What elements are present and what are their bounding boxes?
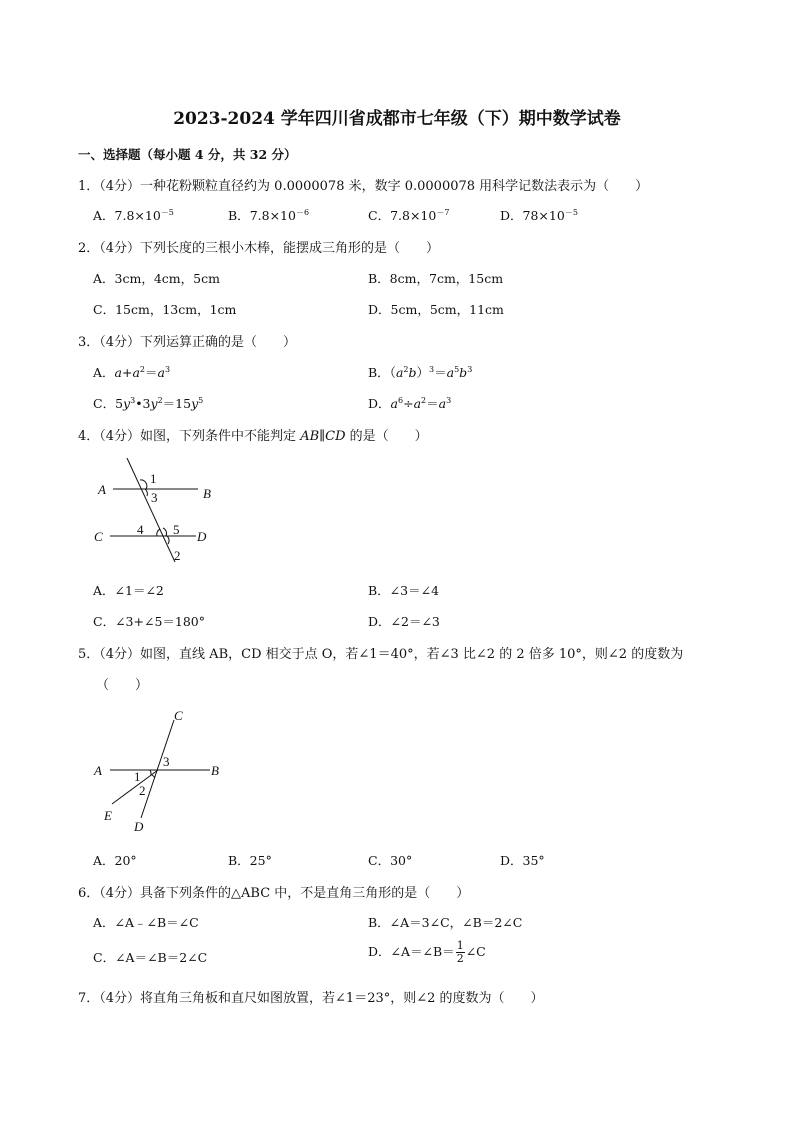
q1-option-b[interactable]: B．$7.8\times 10^{-6}$ bbox=[228, 208, 310, 223]
q2-option-b[interactable]: B．8cm，7cm，15cm bbox=[368, 271, 504, 286]
question-5-stem: 5．（4分）如图，直线 AB，CD 相交于点 O，若∠1＝40°，若∠3 比∠2 的 2 倍多 10°，则∠2 的度数为 bbox=[78, 647, 684, 662]
q6-option-c[interactable]: C．∠A＝∠B＝2∠C bbox=[93, 950, 208, 965]
q6-option-d[interactable]: D．∠A＝∠B＝ $\frac{1}{2}$ ∠C bbox=[368, 939, 486, 965]
label-d: D bbox=[197, 529, 207, 544]
label-b: B bbox=[211, 763, 219, 778]
q2-option-a[interactable]: A．3cm，4cm，5cm bbox=[93, 271, 220, 286]
q3-option-a[interactable]: A．$a+a^2=a^3$ bbox=[93, 365, 171, 380]
angle-2-arc bbox=[167, 536, 169, 544]
q5-option-d[interactable]: D．35° bbox=[500, 853, 545, 868]
q3-option-d[interactable]: D．$a^6\div a^2=a^3$ bbox=[368, 396, 452, 411]
angle-4-arc bbox=[157, 529, 160, 536]
q3-option-b[interactable]: B．$(a^2b)^3=a^5b^3$ bbox=[368, 365, 473, 380]
section-heading: 一、选择题（每小题 4 分，共 32 分） bbox=[78, 147, 297, 162]
q1-option-a[interactable]: A．$7.8\times 10^{-5}$ bbox=[93, 208, 174, 223]
angle-3-arc bbox=[145, 489, 147, 496]
angle-5-arc bbox=[163, 528, 167, 536]
fraction-one-half: $\frac{1}{2}$ bbox=[456, 939, 464, 965]
q5-option-c[interactable]: C．30° bbox=[368, 853, 413, 868]
label-angle-2: 2 bbox=[174, 548, 181, 563]
label-a: A bbox=[98, 482, 106, 497]
q4-option-c[interactable]: C．∠3+∠5＝180° bbox=[93, 614, 205, 629]
label-angle-2: 2 bbox=[139, 783, 146, 798]
label-c: C bbox=[174, 708, 183, 723]
q5-option-a[interactable]: A．20° bbox=[93, 853, 137, 868]
q5-option-b[interactable]: B．25° bbox=[228, 853, 272, 868]
label-a: A bbox=[94, 763, 102, 778]
q4-option-b[interactable]: B．∠3＝∠4 bbox=[368, 583, 440, 598]
label-b: B bbox=[203, 486, 211, 501]
question-2-stem: 2．（4分）下列长度的三根小木棒，能摆成三角形的是（ ） bbox=[78, 241, 440, 256]
q1-option-c[interactable]: C．$7.8\times 10^{-7}$ bbox=[368, 208, 450, 223]
q1-option-d[interactable]: D．$78\times 10^{-5}$ bbox=[500, 208, 578, 223]
question-3-stem: 3．（4分）下列运算正确的是（ ） bbox=[78, 335, 297, 350]
q6-option-b[interactable]: B．∠A＝3∠C，∠B＝2∠C bbox=[368, 915, 523, 930]
angle-1-arc bbox=[150, 770, 151, 775]
label-angle-5: 5 bbox=[173, 522, 180, 537]
q2-option-c[interactable]: C．15cm，13cm，1cm bbox=[93, 302, 237, 317]
label-c: C bbox=[94, 529, 103, 544]
question-7-stem: 7．（4分）将直角三角板和直尺如图放置，若∠1＝23°，则∠2 的度数为（ ） bbox=[78, 991, 544, 1006]
angle-2-arc bbox=[152, 775, 155, 778]
q4-option-d[interactable]: D．∠2＝∠3 bbox=[368, 614, 440, 629]
q4-option-a[interactable]: A．∠1＝∠2 bbox=[93, 583, 164, 598]
label-e: E bbox=[104, 808, 112, 823]
q2-option-d[interactable]: D．5cm，5cm，11cm bbox=[368, 302, 504, 317]
line-cd bbox=[141, 720, 174, 818]
question-5-answer-paren: （ ） bbox=[96, 678, 149, 693]
label-angle-1: 1 bbox=[150, 471, 157, 486]
question-1-stem: 1．（4分）一种花粉颗粒直径约为 0.0000078 米，数字 0.0000078 用科学记数法表示为（ ） bbox=[78, 179, 649, 194]
label-angle-3: 3 bbox=[151, 490, 158, 505]
intersecting-lines-figure bbox=[88, 700, 228, 840]
parallel-lines-figure bbox=[88, 450, 228, 570]
q6-option-a[interactable]: A．∠A﹣∠B＝∠C bbox=[93, 915, 199, 930]
question-6-stem: 6．（4分）具备下列条件的△ABC 中，不是直角三角形的是（ ） bbox=[78, 886, 470, 901]
page-title: 2023-2024 学年四川省成都市七年级（下）期中数学试卷 bbox=[173, 109, 621, 129]
label-d: D bbox=[134, 819, 144, 834]
q3-option-c[interactable]: C．$5y^3•3y^2=15y^5$ bbox=[93, 396, 204, 411]
label-angle-4: 4 bbox=[137, 522, 144, 537]
label-angle-1: 1 bbox=[134, 769, 141, 784]
question-4-stem: 4．（4分）如图，下列条件中不能判定 AB∥CD 的是（ ） bbox=[78, 429, 428, 444]
label-angle-3: 3 bbox=[163, 754, 170, 769]
